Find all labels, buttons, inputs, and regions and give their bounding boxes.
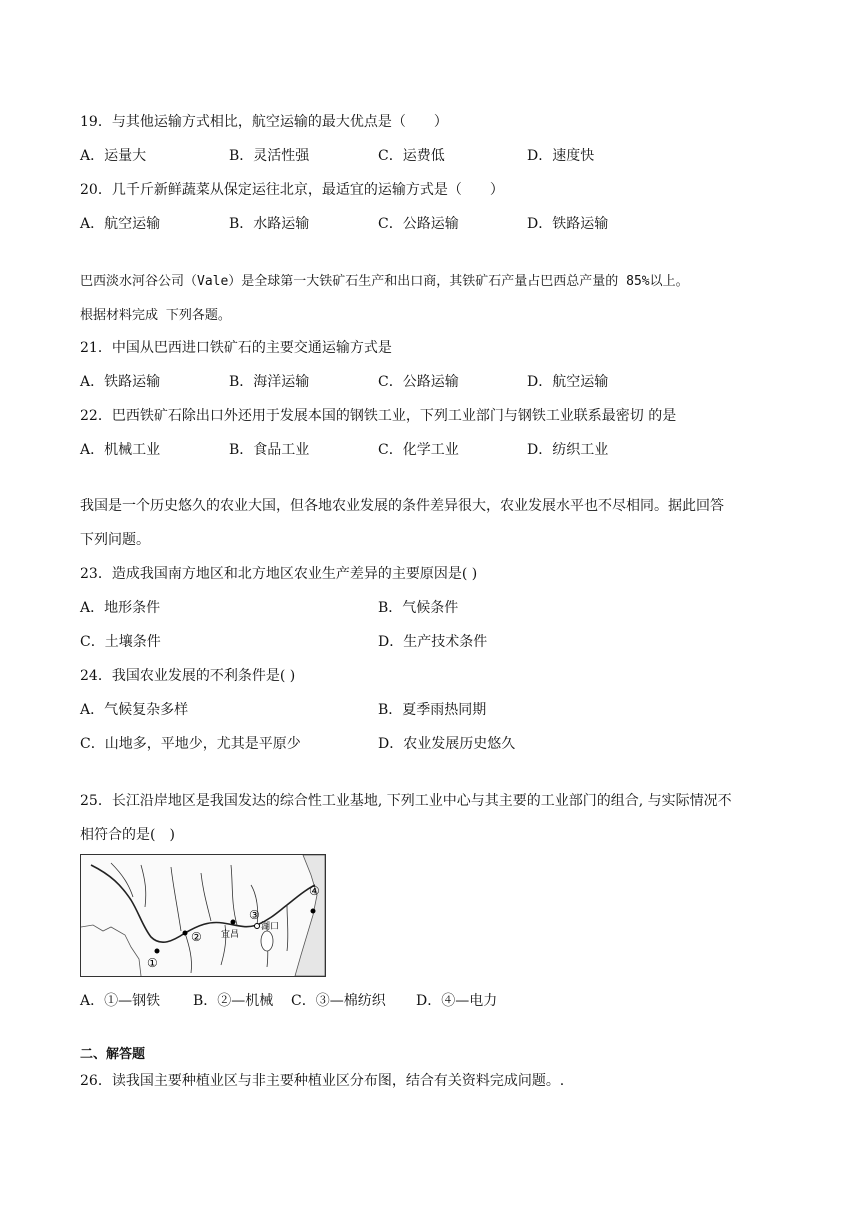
q24-option-d: D．农业发展历史悠久 [378,736,516,752]
q25-option-a: A．①—钢铁 [80,993,161,1009]
map-label-1: ① [147,956,158,970]
city-dot-1 [155,949,160,954]
q24-option-a: A．气候复杂多样 [80,702,189,718]
tributary [287,905,288,951]
q23-option-d: D．生产技术条件 [378,634,488,650]
map-label-hukou: 湖口 [261,922,280,932]
material-vale-line2: 根据材料完成 下列各题。 [80,308,231,323]
tributary [141,865,146,907]
question-26-stem: 26．读我国主要种植业区与非主要种植业区分布图，结合有关资料完成问题。. [80,1073,565,1089]
q23-option-a: A．地形条件 [80,600,161,616]
map-label-yichang: 宜昌 [221,930,240,940]
q23-option-b: B．气候条件 [378,600,459,616]
city-dot-2 [183,931,188,936]
question-20-stem: 20．几千斤新鲜蔬菜从保定运往北京，最适宜的运输方式是（ ） [80,182,504,198]
boundary-line [81,925,141,976]
q20-option-b: B．水路运输 [229,216,310,232]
material-agriculture-line2: 下列问题。 [80,532,150,548]
q22-option-a: A．机械工业 [80,442,161,458]
tributary [201,873,211,921]
q19-option-a: A．运量大 [80,148,147,164]
yangtze-river-map [80,854,326,977]
q22-option-c: C．化学工业 [378,442,459,458]
q25-option-c: C．③—棉纺织 [291,993,386,1009]
tributary [171,867,181,931]
q19-option-b: B．灵活性强 [229,148,310,164]
question-21-stem: 21．中国从巴西进口铁矿石的主要交通运输方式是 [80,340,392,356]
q21-option-b: B．海洋运输 [229,374,310,390]
q19-option-d: D．速度快 [527,148,595,164]
question-22-stem: 22．巴西铁矿石除出口外还用于发展本国的钢铁工业，下列工业部门与钢铁工业联系最密切 的是 [80,408,677,424]
q24-option-b: B．夏季雨热同期 [378,702,487,718]
yangtze-river [91,865,315,942]
tributary [231,865,237,925]
lake [261,931,273,951]
material-agriculture-line1: 我国是一个历史悠久的农业大国，但各地农业发展的条件差异很大，农业发展水平也不尽相同。据此回答 [80,498,724,514]
question-25-stem-line2: 相符合的是( ) [80,827,175,843]
q21-option-a: A．铁路运输 [80,374,161,390]
q25-option-d: D．④—电力 [416,993,498,1009]
q20-option-a: A．航空运输 [80,216,161,232]
question-25-stem-line1: 25．长江沿岸地区是我国发达的综合性工业基地, 下列工业中心与其主要的工业部门的组合, 与实际情况不 [80,793,732,809]
q20-option-d: D．铁路运输 [527,216,609,232]
q23-option-c: C．土壤条件 [80,634,161,650]
q25-option-b: B．②—机械 [193,993,274,1009]
question-24-stem: 24．我国农业发展的不利条件是( ) [80,668,296,684]
map-label-2: ② [191,930,202,944]
q21-option-c: C．公路运输 [378,374,459,390]
section-2-title: 二、解答题 [80,1047,146,1062]
sea-area [295,855,325,976]
q22-option-d: D．纺织工业 [527,442,609,458]
yangtze-map-svg [81,855,325,976]
q24-option-c: C．山地多，平地少，尤其是平原少 [80,736,301,752]
q19-option-c: C．运费低 [378,148,445,164]
question-23-stem: 23．造成我国南方地区和北方地区农业生产差异的主要原因是( ) [80,566,478,582]
q20-option-c: C．公路运输 [378,216,459,232]
question-19-stem: 19．与其他运输方式相比，航空运输的最大优点是（ ） [80,114,448,130]
city-dot-hukou [255,924,260,929]
q22-option-b: B．食品工业 [229,442,310,458]
map-label-3: ③ [249,908,260,922]
city-dot-3 [231,920,236,925]
q21-option-d: D．航空运输 [527,374,609,390]
city-dot-4 [311,909,316,914]
map-label-4: ④ [309,884,320,898]
material-vale-line1: 巴西淡水河谷公司（Vale）是全球第一大铁矿石生产和出口商，其铁矿石产量占巴西总产量的 85%以上。 [80,274,689,289]
